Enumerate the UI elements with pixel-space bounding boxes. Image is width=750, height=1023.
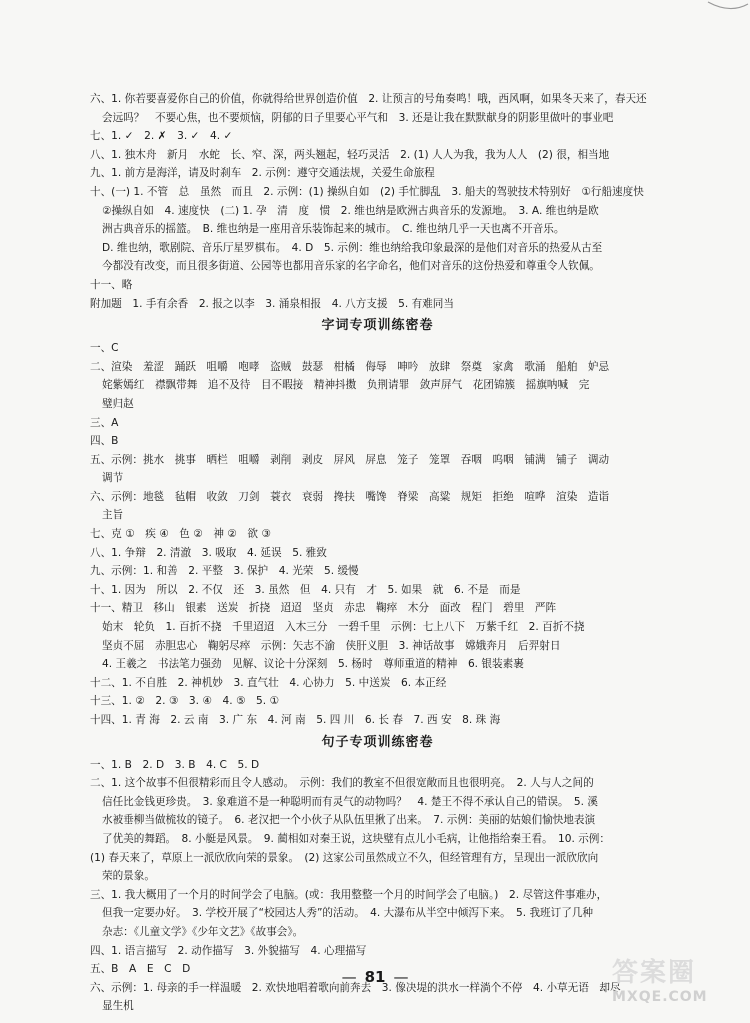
answer-line: 水被垂柳当做梳妆的镜子。 6. 老汉把一个小伙子从队伍里揪了出来。 7. 示例：美丽的姑娘们愉快地表演 xyxy=(102,814,596,827)
corner-mark xyxy=(700,0,750,20)
answer-line: 九、示例：1. 和善 2. 平整 3. 保护 4. 光荣 5. 缓慢 xyxy=(90,565,359,578)
answers-top-section xyxy=(90,90,665,313)
answer-line: 三、A xyxy=(90,416,119,429)
answer-line: 主旨 xyxy=(102,509,124,522)
answer-line: 璧归赵 xyxy=(102,397,134,410)
answer-line: 七、1. ✓ 2. ✗ 3. ✓ 4. ✓ xyxy=(90,130,233,143)
answer-line: 十三、1. ② 2. ③ 3. ④ 4. ⑤ 5. ① xyxy=(90,695,280,708)
answer-line: 附加题 1. 手有余香 2. 报之以李 3. 涌泉相报 4. 八方支援 5. 有难同当 xyxy=(90,297,454,310)
answer-line: 六、示例：地毯 毡帽 收敛 刀剑 蓑衣 衰弱 搀扶 嘴馋 脊梁 高粱 规矩 拒绝 喧哗 渲染 造诣 xyxy=(90,490,610,503)
answer-line: 一、C xyxy=(90,342,119,355)
answer-line: 荣的景象。 xyxy=(102,870,155,883)
section-title-words: 字词专项训练密卷 xyxy=(321,318,434,334)
answer-line: 显生机 xyxy=(102,1000,134,1013)
answer-line: 姹紫嫣红 襟飘带舞 追不及待 目不暇接 精神抖擞 负荆请罪 敛声屏气 花团锦簇 摇旗呐喊 完 xyxy=(102,379,590,392)
watermark xyxy=(612,958,742,1018)
answer-line: 了优美的舞蹈。 8. 小艇是风景。 9. 蔺相如对秦王说，这块璧有点儿小毛病，让他指给秦王看。 10. 示例： xyxy=(102,832,610,845)
answer-line: 十一、精卫 移山 银素 送炭 折挠 迢迢 坚贞 赤忠 鞠瘁 木分 面改 程门 碧里 严阵 xyxy=(90,602,557,615)
answer-line: 会远吗？ 不要心焦，也不要烦恼，阴郁的日子里要心平气和 3. 还是让我在默默献身的阴影里做叶的事业吧 xyxy=(102,111,614,124)
answer-line: 六、示例：1. 母亲的手一样温暖 2. 欢快地唱着歌向前奔去 3. 像决堤的洪水一样淌个不停 4. 小草无语 却尽 xyxy=(90,981,621,994)
answer-line: 七、克 ① 疾 ④ 色 ② 神 ② 欲 ③ xyxy=(90,528,271,541)
section-title-sentences: 句子专项训练密卷 xyxy=(321,734,434,750)
answer-line: 信任比金钱更珍贵。 3. 象难道不是一种聪明而有灵气的动物吗？ 4. 楚王不得不承认自己的错误。 5. 溪 xyxy=(102,795,598,808)
answer-line: 三、1. 我大概用了一个月的时间学会了电脑。(或：我用整整一个月的时间学会了电脑。) 2. 尽管这件事难办， xyxy=(90,888,608,901)
answer-line: 4. 王羲之 书法笔力强劲 见解、议论十分深刻 5. 杨时 尊师重道的精神 6. 银装素裹 xyxy=(102,658,524,671)
watermark-url: MXQE.COM xyxy=(612,989,708,1005)
answer-line: 十、(一) 1. 不管 总 虽然 而且 2. 示例：(1) 操纵自如 (2) 手忙脚乱 3. 船夫的驾驶技术特别好 ①行船速度快 xyxy=(90,185,644,198)
answer-line: 杂志：《儿童文学》《少年文艺》《故事会》。 xyxy=(102,925,304,938)
answer-line: 今都没有改变，而且很多街道、公园等也都用音乐家的名字命名，他们对音乐的这份热爱和尊重令人钦佩。 xyxy=(102,260,600,273)
answer-line: 八、1. 争辩 2. 清澈 3. 吸取 4. 延误 5. 雅致 xyxy=(90,546,327,559)
answer-line: 十、1. 因为 所以 2. 不仅 还 3. 虽然 但 4. 只有 才 5. 如果 就 6. 不是 而是 xyxy=(90,583,521,596)
answer-line: 十四、1. 青 海 2. 云 南 3. 广 东 4. 河 南 5. 四 川 6. 长 春 7. 西 安 8. 珠 海 xyxy=(90,714,501,726)
footer-dash: — xyxy=(341,968,357,986)
answer-line: 四、B xyxy=(90,435,119,448)
answer-line: 但我一定要办好。 3. 学校开展了“校园达人秀”的活动。 4. 大瀑布从半空中倾泻下来。 5. 我班订了几种 xyxy=(102,907,594,920)
answer-line: (1) 春天来了，草原上一派欣欣向荣的景象。 (2) 这家公司虽然成立不久，但经管理有方，呈现出一派欣欣向 xyxy=(90,851,599,864)
answer-line: 十一、略 xyxy=(90,278,133,291)
answer-line: 调节 xyxy=(102,472,124,485)
answer-line: 始末 轮负 1. 百折不挠 千里迢迢 入木三分 一碧千里 示例：七上八下 万紫千红 2. 百折不挠 xyxy=(102,621,585,634)
answer-line: 坚贞不屈 赤胆忠心 鞠躬尽瘁 示例：矢志不渝 侠肝义胆 3. 神话故事 嫦娥奔月 后羿射日 xyxy=(102,639,561,652)
answer-line: 二、渲染 羞涩 踊跃 咀嚼 咆哮 盗贼 鼓瑟 柑橘 侮辱 呻吟 放肆 祭奠 家禽 歌涌 船舶 妒忌 xyxy=(90,360,610,373)
answer-line: 洲古典音乐的摇篮。 B. 维也纳是一座用音乐装饰起来的城市。 C. 维也纳几乎一天也离不开音乐。 xyxy=(102,223,565,236)
answer-line: 十二、1. 不自胜 2. 神机妙 3. 直气壮 4. 心协力 5. 中送炭 6. 本正经 xyxy=(90,676,447,689)
answer-line: 八、1. 独木舟 新月 水蛇 长、窄、深，两头翘起，轻巧灵活 2. (1) 人人为我，我为人人 (2) 很，相当地 xyxy=(90,148,610,161)
answer-line: 五、B A E C D xyxy=(90,963,191,976)
answer-content xyxy=(90,90,665,1016)
answer-line: 一、1. B 2. D 3. B 4. C 5. D xyxy=(90,758,260,771)
answer-line: 二、1. 这个故事不但很精彩而且令人感动。 示例：我们的教室不但很宽敞而且也很明亮。 2. 人与人之间的 xyxy=(90,777,594,790)
watermark-logo-text: 答案圈 xyxy=(612,958,697,988)
page-number: 81 xyxy=(364,968,386,986)
answers-words-section xyxy=(90,339,665,729)
answer-line: 九、1. 前方是海洋，请及时刹车 2. 示例：遵守交通法规，关爱生命旅程 xyxy=(90,167,435,180)
footer-dash: — xyxy=(393,968,409,986)
answer-line: 五、示例：挑水 挑事 晒栏 咀嚼 剥削 剥皮 屏风 屏息 笼子 笼罩 吞咽 呜咽 铺满 铺子 调动 xyxy=(90,453,610,466)
answer-line: 六、1. 你若要喜爱你自己的价值，你就得给世界创造价值 2. 让预言的号角奏鸣！哦，西风啊，如果冬天来了，春天还 xyxy=(90,93,647,105)
answer-line: ②操纵自如 4. 速度快 (二) 1. 孕 清 度 惯 2. 维也纳是欧洲古典音乐的发源地。 3. A. 维也纳是欧 xyxy=(102,204,599,217)
answer-line: 四、1. 语言描写 2. 动作描写 3. 外貌描写 4. 心理描写 xyxy=(90,944,367,957)
answer-line: D. 维也纳，歌剧院、音乐厅星罗棋布。 4. D 5. 示例：维也纳给我印象最深的是他们对音乐的热爱从古至 xyxy=(102,241,603,254)
